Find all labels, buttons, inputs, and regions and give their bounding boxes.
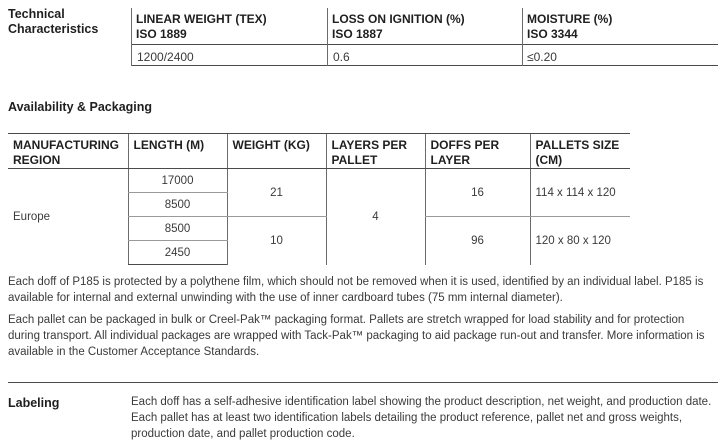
- doffs-per-layer-cell: 16: [425, 169, 530, 217]
- doff-protection-paragraph: Each doff of P185 is protected by a polythene film, which should not be removed when it is used, identified by an individual label. P185 is available for internal and external unwinding with the use of inner cardboard tubes (75 mm internal diameter).: [8, 276, 704, 304]
- linear-weight-label: LINEAR WEIGHT (TEX): [136, 12, 267, 26]
- linear-weight-value: 1200/2400: [137, 50, 194, 64]
- doffs-per-layer-cell: 96: [425, 217, 530, 265]
- packaging-table: [8, 133, 630, 265]
- pallet-size-cell: 114 x 114 x 120: [530, 169, 630, 217]
- linear-weight-standard: ISO 1889: [136, 27, 187, 41]
- length-cell: 8500: [128, 217, 227, 241]
- length-cell: 8500: [128, 193, 227, 217]
- technical-col-divider-2: [327, 8, 328, 66]
- header-layers-per-pallet: LAYERS PER PALLET: [326, 134, 425, 169]
- technical-header-divider: [131, 44, 718, 45]
- pallet-size-cell: 120 x 80 x 120: [530, 217, 630, 265]
- labeling-divider: [8, 382, 718, 383]
- technical-bottom-divider: [131, 65, 718, 66]
- packaging-table-header-row: [8, 134, 630, 169]
- loss-on-ignition-standard: ISO 1887: [332, 27, 383, 41]
- layers-per-pallet-cell: 4: [326, 169, 425, 265]
- technical-characteristics-title: [8, 7, 98, 37]
- weight-cell: 21: [227, 169, 326, 217]
- header-manufacturing-region: MANUFACTURING REGION: [8, 134, 128, 169]
- region-cell: Europe: [13, 210, 51, 223]
- labeling-title: Labeling: [8, 396, 60, 410]
- technical-title-line-1: Technical: [8, 7, 65, 21]
- weight-cell: 10: [227, 217, 326, 265]
- technical-col-divider-1: [131, 8, 132, 66]
- availability-packaging-title: Availability & Packaging: [8, 100, 153, 114]
- header-length: LENGTH (M): [128, 134, 227, 169]
- technical-col-divider-3: [522, 8, 523, 66]
- table-row: [8, 169, 630, 193]
- labeling-text: Each doff has a self-adhesive identification label showing the product description, net weight, and production date. Each pallet has at least two identification labels detailing the product reference, pallet net and gross weights, production date, and pallet production code.: [131, 396, 712, 440]
- header-pallets-size: PALLETS SIZE (CM): [530, 134, 630, 169]
- moisture-value: ≤0.20: [527, 50, 557, 64]
- moisture-header: [527, 12, 612, 42]
- moisture-label: MOISTURE (%): [527, 12, 613, 26]
- length-cell: 2450: [128, 241, 227, 265]
- header-doffs-per-layer: DOFFS PER LAYER: [425, 134, 530, 169]
- loss-on-ignition-value: 0.6: [333, 50, 350, 64]
- length-cell: 17000: [128, 169, 227, 193]
- loss-on-ignition-header: [332, 12, 465, 42]
- linear-weight-header: [136, 12, 267, 42]
- moisture-standard: ISO 3344: [527, 27, 578, 41]
- pallet-packaging-paragraph: Each pallet can be packaged in bulk or Creel-Pak™ packaging format. Pallets are stretch wrapped for load stability and for protection during transport. All individual packages are wrapped with Tack-Pak™ packaging to aid package run-out and transfer. More information is available in the Customer Acceptance Standards.: [8, 314, 705, 358]
- header-weight: WEIGHT (KG): [227, 134, 326, 169]
- loss-on-ignition-label: LOSS ON IGNITION (%): [332, 12, 465, 26]
- technical-title-line-2: Characteristics: [8, 22, 99, 36]
